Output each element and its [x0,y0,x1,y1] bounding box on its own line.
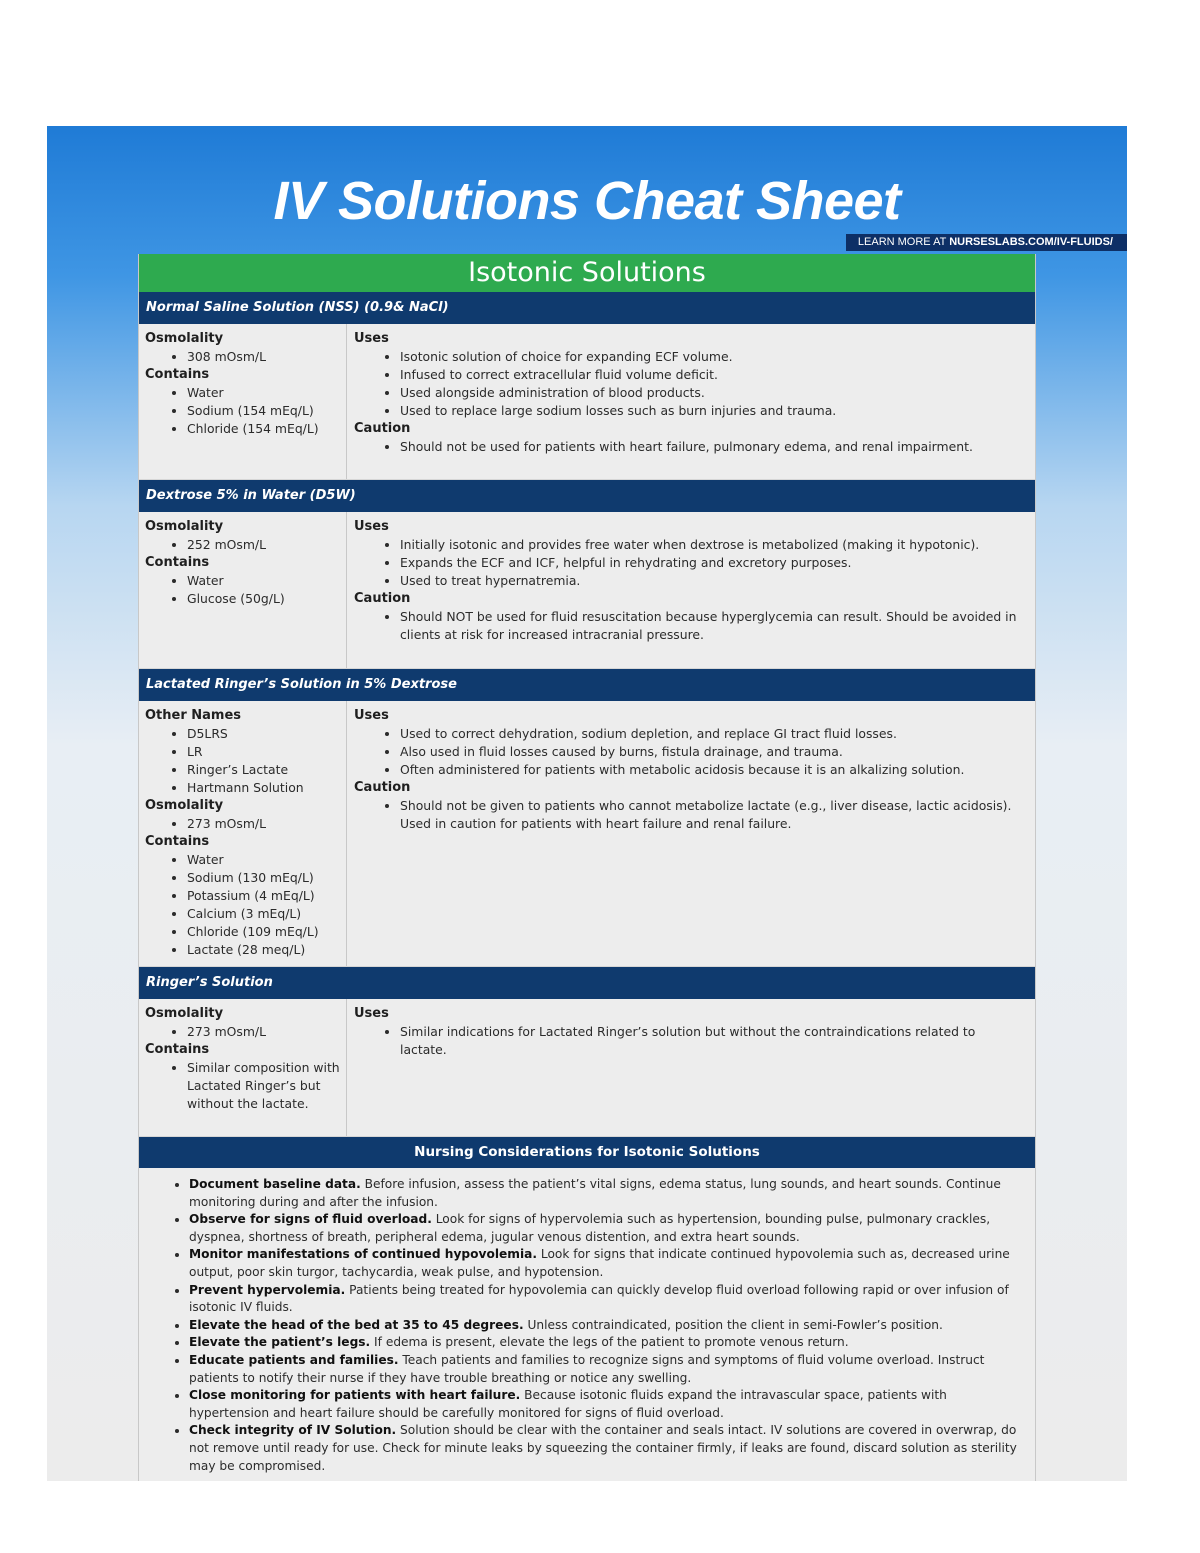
property-list [145,815,346,833]
property-item: • Sodium (154 mEq/L) [187,402,346,420]
property-item: • 308 mOsm/L [187,348,346,366]
nursing-item [189,1317,1023,1335]
property-item: • Chloride (154 mEq/L) [187,420,346,438]
nursing-item-heading: Prevent hypervolemia. [189,1282,346,1297]
nursing-item-text: Because isotonic fluids expand the intravascular space, patients with hypertension and heart failure should be carefully monitored for signs of fluid overload. [189,1388,947,1420]
learn-more-banner[interactable] [846,234,1127,251]
property-item: • Water [187,384,346,402]
property-item: • Lactate (28 meq/L) [187,941,346,959]
property-item: • Water [187,851,346,869]
solutions-list [139,292,1035,1137]
use-item: • Used to correct dehydration, sodium depletion, and replace GI tract fluid losses. [400,725,1023,743]
nursing-item [189,1176,1023,1211]
solution-header: Normal Saline Solution (NSS) (0.9& NaCl) [139,292,1035,324]
caution-label: Caution [354,421,411,436]
nursing-title: Nursing Considerations for Isotonic Solutions [139,1137,1035,1168]
use-item: • Also used in fluid losses caused by burns, fistula drainage, and trauma. [400,743,1023,761]
property-item: • Sodium (130 mEq/L) [187,869,346,887]
nursing-item-text: Look for signs that indicate continued hypovolemia such as, decreased urine output, poor skin turgor, tachycardia, weak pulse, and hypotension. [189,1247,1010,1279]
nursing-item [189,1282,1023,1317]
use-item: • Often administered for patients with metabolic acidosis because it is an alkalizing solution. [400,761,1023,779]
nursing-item [189,1246,1023,1281]
solution-properties [139,324,347,479]
property-item: • LR [187,743,346,761]
solution-properties [139,701,347,966]
nursing-item [189,1422,1023,1475]
uses-list [354,725,1023,779]
property-item: • Calcium (3 mEq/L) [187,905,346,923]
use-item: • Used to treat hypernatremia. [400,572,1023,590]
nursing-item-heading: Elevate the patient’s legs. [189,1335,371,1350]
caution-item: • Should NOT be used for fluid resuscitation because hyperglycemia can result. Should be avoided in clients at risk for increased intracranial pressure. [400,608,1023,644]
property-list [145,851,346,959]
property-label: Osmolality [145,798,224,813]
solution-details [347,324,1035,479]
property-item: • Chloride (109 mEq/L) [187,923,346,941]
learn-more-prefix: LEARN MORE AT [857,236,947,248]
solution-details [347,999,1035,1136]
nursing-item-heading: Observe for signs of fluid overload. [189,1212,432,1227]
nursing-item-text: Before infusion, assess the patient’s vital signs, edema status, lung sounds, and heart sounds. Continue monitoring during and after the infusion. [189,1177,1001,1209]
property-item: • D5LRS [187,725,346,743]
use-item: • Isotonic solution of choice for expanding ECF volume. [400,348,1023,366]
property-item: • Water [187,572,346,590]
use-item: • Expands the ECF and ICF, helpful in rehydrating and excretory purposes. [400,554,1023,572]
solution-details [347,701,1035,966]
uses-label: Uses [354,1006,389,1021]
property-label: Contains [145,555,210,570]
caution-label: Caution [354,780,411,795]
nursing-item-text: If edema is present, elevate the legs of the patient to promote venous return. [370,1335,849,1350]
solution-header: Ringer’s Solution [139,967,1035,999]
solution-row [139,324,1035,480]
nursing-item-text: Teach patients and families to recognize signs and symptoms of fluid volume overload. Instruct patients to notify their nurse if they have trouble breathing or notice any swelling. [189,1352,985,1385]
caution-list [354,797,1023,833]
nursing-considerations [139,1168,1035,1475]
property-list [145,1059,346,1113]
learn-more-link[interactable]: NURSESLABS.COM/IV-FLUIDS/ [949,236,1113,248]
property-label: Osmolality [145,331,224,346]
uses-list [354,536,1023,590]
property-item: • Glucose (50g/L) [187,590,346,608]
nursing-item [189,1352,1023,1387]
property-list [145,384,346,438]
uses-label: Uses [354,708,389,723]
isotonic-card [138,254,1036,1481]
property-label: Contains [145,1042,210,1057]
use-item: • Used alongside administration of blood products. [400,384,1023,402]
solution-properties [139,999,347,1136]
section-title: Isotonic Solutions [139,254,1035,292]
nursing-item-heading: Document baseline data. [189,1177,361,1191]
solution-row [139,512,1035,669]
use-item: • Used to replace large sodium losses such as burn injuries and trauma. [400,402,1023,420]
solution-properties [139,512,347,668]
use-item: • Initially isotonic and provides free water when dextrose is metabolized (making it hypotonic). [400,536,1023,554]
property-item: • Potassium (4 mEq/L) [187,887,346,905]
property-item: • Ringer’s Lactate [187,761,346,779]
property-list [145,725,346,797]
property-label: Osmolality [145,519,224,534]
property-label: Contains [145,367,210,382]
caution-item: • Should not be given to patients who cannot metabolize lactate (e.g., liver disease, lactic acidosis). Used in caution for patients with heart failure and renal failure. [400,797,1023,833]
nursing-item-heading: Monitor manifestations of continued hypovolemia. [189,1247,537,1262]
property-label: Contains [145,834,210,849]
page-title: IV Solutions Cheat Sheet [273,171,901,231]
use-item: • Infused to correct extracellular fluid volume deficit. [400,366,1023,384]
solution-details [347,512,1035,668]
solution-header: Lactated Ringer’s Solution in 5% Dextrose [139,669,1035,701]
uses-label: Uses [354,331,389,346]
solution-row [139,999,1035,1137]
uses-list [354,1023,1023,1059]
property-label: Other Names [145,708,242,723]
property-list [145,536,346,554]
caution-list [354,608,1023,644]
property-label: Osmolality [145,1006,224,1021]
uses-label: Uses [354,519,389,534]
property-list [145,572,346,608]
property-list [145,348,346,366]
nursing-item-heading: Educate patients and families. [189,1352,399,1367]
solution-header: Dextrose 5% in Water (D5W) [139,480,1035,512]
nursing-item-text: Solution should be clear with the container and seals intact. IV solutions are covered in overwrap, do not remove until ready for use. Check for minute leaks by squeezing the container firmly, if leaks are found, discard solution as sterility may be compromised. [189,1423,1017,1473]
nursing-item [189,1334,1023,1352]
property-list [145,1023,346,1041]
nursing-item-text: Unless contraindicated, position the client in semi-Fowler’s position. [523,1317,943,1332]
property-item: • Hartmann Solution [187,779,346,797]
cheat-sheet [47,126,1127,1481]
property-item: • 273 mOsm/L [187,815,346,833]
solution-row [139,701,1035,967]
nursing-item-text: Patients being treated for hypovolemia can quickly develop fluid overload following rapid or over infusion of isotonic IV fluids. [189,1282,1009,1315]
nursing-item-heading: Close monitoring for patients with heart failure. [189,1388,521,1403]
nursing-item-heading: Elevate the head of the bed at 35 to 45 degrees. [189,1317,524,1332]
property-item: • Similar composition with Lactated Ringer’s but without the lactate. [187,1059,346,1113]
caution-item: • Should not be used for patients with heart failure, pulmonary edema, and renal impairment. [400,438,1023,456]
caution-list [354,438,1023,456]
nursing-item [189,1387,1023,1422]
nursing-item [189,1211,1023,1246]
uses-list [354,348,1023,420]
nursing-item-text: Look for signs of hypervolemia such as hypertension, bounding pulse, pulmonary crackles, dyspnea, shortness of breath, peripheral edema, jugular venous distention, and extra heart sounds. [189,1212,991,1244]
property-item: • 252 mOsm/L [187,536,346,554]
nursing-item-heading: Check integrity of IV Solution. [189,1423,397,1438]
property-item: • 273 mOsm/L [187,1023,346,1041]
caution-label: Caution [354,591,411,606]
nursing-list [139,1168,1035,1475]
use-item: • Similar indications for Lactated Ringer’s solution but without the contraindications related to lactate. [400,1023,1023,1059]
